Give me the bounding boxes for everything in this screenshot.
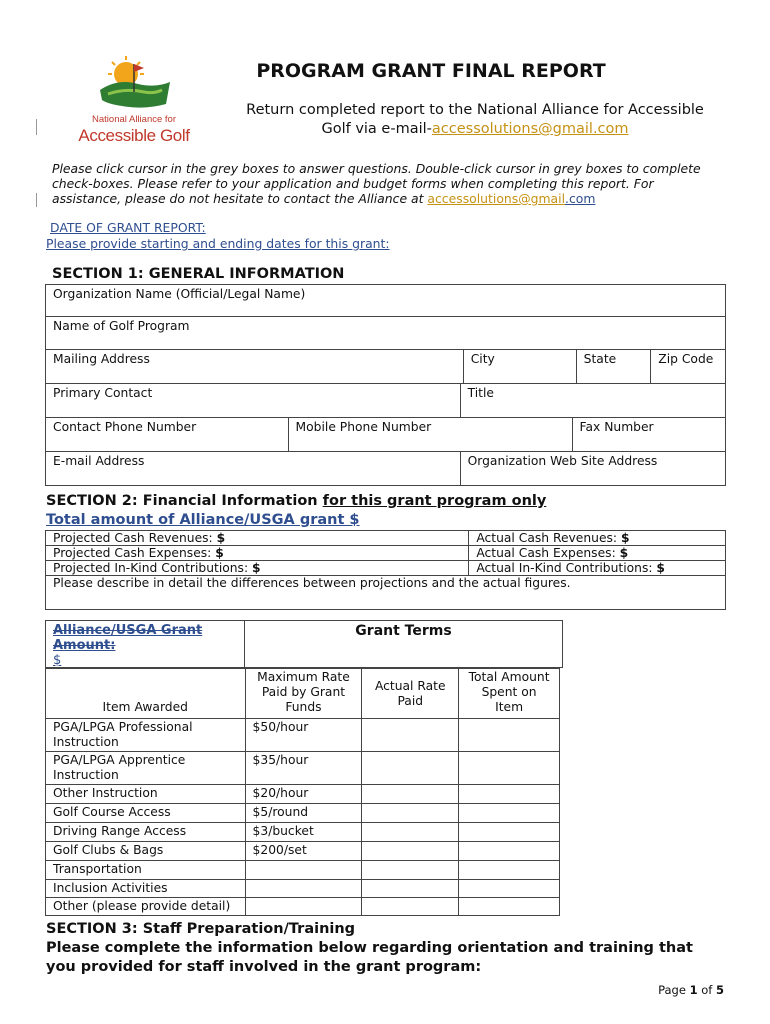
title-field[interactable] — [460, 384, 725, 418]
primary-contact-label: Primary Contact — [53, 386, 153, 400]
city-field[interactable] — [463, 350, 576, 384]
actual-rate-input[interactable] — [362, 842, 459, 861]
dollar-sign: $ — [656, 561, 665, 575]
subtitle-line-2 — [230, 120, 720, 139]
actual-expenses-label: Actual Cash Expenses: — [476, 546, 620, 560]
rate-cell — [245, 880, 362, 898]
projected-expenses-label: Projected Cash Expenses: — [53, 546, 216, 560]
fax-field[interactable] — [572, 418, 725, 452]
section1-heading: SECTION 1: GENERAL INFORMATION — [52, 266, 345, 282]
primary-contact-field[interactable] — [46, 384, 461, 418]
header-email-link[interactable]: accessolutions@gmail.com — [431, 121, 629, 137]
mobile-phone-field[interactable] — [288, 418, 572, 452]
dollar-sign: $ — [621, 531, 630, 545]
max-rate-header: Maximum Rate Paid by Grant Funds — [245, 669, 362, 719]
total-spent-input[interactable] — [459, 752, 560, 785]
total-spent-input[interactable] — [459, 719, 560, 752]
rate-cell — [245, 861, 362, 880]
rate-cell: $5/round — [245, 804, 362, 823]
title-label: Title — [467, 386, 494, 400]
dollar-sign: $ — [252, 561, 261, 575]
contact-phone-label: Contact Phone Number — [53, 420, 197, 434]
projected-inkind-field[interactable] — [46, 561, 469, 576]
grant-amount-label-2: Amount: — [53, 638, 116, 653]
section3-line-1: Please complete the information below regarding orientation and training that — [46, 940, 693, 956]
projected-inkind-label: Projected In-Kind Contributions: — [53, 561, 253, 575]
zip-label: Zip Code — [658, 352, 714, 366]
grant-amount-label-1: Alliance/USGA Grant — [53, 623, 203, 638]
actual-rate-input[interactable] — [362, 898, 459, 916]
date-of-grant-report[interactable]: DATE OF GRANT REPORT: — [50, 220, 206, 235]
zip-field[interactable] — [651, 350, 726, 384]
differences-description-label: Please describe in detail the differences between projections and the actual figures. — [53, 576, 571, 590]
grant-amount-dollar: $ — [53, 653, 62, 668]
total-spent-input[interactable] — [459, 804, 560, 823]
actual-rate-input[interactable] — [362, 785, 459, 804]
margin-mark — [36, 193, 37, 207]
dollar-sign: $ — [619, 546, 629, 560]
total-spent-input[interactable] — [459, 861, 560, 880]
instructions-text — [52, 161, 722, 206]
page-number — [640, 983, 724, 997]
page-word: Page — [658, 983, 690, 997]
grant-items-table — [45, 668, 560, 916]
instructions-body: Please click cursor in the grey boxes to answer questions. Double-click cursor in grey boxes to complete check-boxes. Please refer to your application and budget forms when completing this report. For assistance, please do not hesitate to contact the Alliance at — [52, 161, 701, 206]
actual-rate-input[interactable] — [362, 861, 459, 880]
website-label: Organization Web Site Address — [467, 454, 658, 468]
projected-expenses-field[interactable] — [46, 546, 469, 561]
actual-inkind-label: Actual In-Kind Contributions: — [476, 561, 657, 575]
logo-line-1: National Alliance for — [92, 114, 176, 125]
grant-amount-box[interactable] — [45, 620, 245, 668]
rate-cell — [245, 898, 362, 916]
alliance-logo — [78, 56, 190, 144]
rate-cell: $3/bucket — [245, 823, 362, 842]
org-name-field[interactable] — [46, 285, 726, 317]
page-current: 1 — [689, 983, 698, 997]
website-field[interactable] — [460, 452, 725, 486]
logo-line-2: Accessible Golf — [78, 126, 190, 145]
item-cell: Golf Clubs & Bags — [46, 842, 246, 861]
item-cell: Golf Course Access — [46, 804, 246, 823]
golf-logo-icon — [78, 56, 190, 116]
total-spent-input[interactable] — [459, 823, 560, 842]
program-name-label: Name of Golf Program — [53, 319, 190, 333]
differences-description-field[interactable] — [46, 576, 726, 610]
rate-cell: $35/hour — [245, 752, 362, 785]
of-word: of — [697, 983, 716, 997]
actual-rate-input[interactable] — [362, 823, 459, 842]
total-spent-input[interactable] — [459, 898, 560, 916]
rate-cell: $200/set — [245, 842, 362, 861]
page-subtitle — [230, 101, 720, 139]
actual-expenses-field[interactable] — [469, 546, 726, 561]
email-field[interactable] — [46, 452, 461, 486]
mobile-phone-label: Mobile Phone Number — [295, 420, 432, 434]
state-field[interactable] — [576, 350, 651, 384]
actual-rate-input[interactable] — [362, 804, 459, 823]
actual-rate-input[interactable] — [362, 719, 459, 752]
actual-inkind-field[interactable] — [469, 561, 726, 576]
dollar-sign: $ — [215, 546, 224, 560]
grant-dates-prompt[interactable]: Please provide starting and ending dates for this grant: — [46, 236, 390, 251]
page-total: 5 — [715, 983, 724, 997]
rate-cell: $20/hour — [245, 785, 362, 804]
actual-revenues-label: Actual Cash Revenues: — [476, 531, 621, 545]
mailing-address-label: Mailing Address — [53, 352, 150, 366]
subtitle-prefix: Golf via e-mail- — [321, 121, 432, 137]
page-title: PROGRAM GRANT FINAL REPORT — [256, 60, 606, 82]
rate-cell: $50/hour — [245, 719, 362, 752]
total-spent-input[interactable] — [459, 842, 560, 861]
margin-mark — [36, 119, 37, 135]
projected-revenues-label: Projected Cash Revenues: — [53, 531, 217, 545]
section2-heading-a: SECTION 2: Financial Information — [46, 493, 323, 509]
subtitle-line-1: Return completed report to the National Alliance for Accessible — [246, 102, 704, 118]
mailing-address-field[interactable] — [46, 350, 464, 384]
item-awarded-header: Item Awarded — [46, 669, 246, 719]
city-label: City — [470, 352, 495, 366]
projected-revenues-field[interactable] — [46, 531, 469, 546]
general-info-table — [45, 284, 726, 486]
email-label: E-mail Address — [53, 454, 145, 468]
grant-terms-header: Grant Terms — [244, 620, 563, 668]
program-name-field[interactable] — [46, 317, 726, 350]
instructions-email-link[interactable]: accessolutions@gmail — [427, 191, 566, 206]
fax-label: Fax Number — [579, 420, 654, 434]
total-spent-input[interactable] — [459, 880, 560, 898]
contact-phone-field[interactable] — [46, 418, 289, 452]
section3-line-2: you provided for staff involved in the grant program: — [46, 959, 482, 975]
total-grant-amount[interactable]: Total amount of Alliance/USGA grant $ — [46, 512, 360, 528]
financial-table — [45, 530, 726, 610]
section3-heading: SECTION 3: Staff Preparation/Training — [46, 921, 356, 937]
item-cell: Inclusion Activities — [46, 880, 246, 898]
item-cell: Other Instruction — [46, 785, 246, 804]
section3 — [46, 920, 746, 977]
section2-heading-b: for this grant program only — [322, 493, 547, 509]
dollar-sign: $ — [216, 531, 226, 545]
actual-rate-input[interactable] — [362, 752, 459, 785]
actual-revenues-field[interactable] — [469, 531, 726, 546]
item-cell: Transportation — [46, 861, 246, 880]
total-spent-input[interactable] — [459, 785, 560, 804]
item-cell: PGA/LPGA Apprentice Instruction — [46, 752, 246, 785]
item-cell: Driving Range Access — [46, 823, 246, 842]
item-cell: Other (please provide detail) — [46, 898, 246, 916]
section2-heading — [46, 493, 546, 509]
actual-rate-header: Actual Rate Paid — [362, 669, 459, 719]
org-name-label: Organization Name (Official/Legal Name) — [53, 287, 306, 301]
state-label: State — [583, 352, 617, 366]
actual-rate-input[interactable] — [362, 880, 459, 898]
instructions-email-suffix[interactable]: .com — [565, 191, 596, 206]
total-spent-header: Total Amount Spent on Item — [459, 669, 560, 719]
item-cell: PGA/LPGA Professional Instruction — [46, 719, 246, 752]
